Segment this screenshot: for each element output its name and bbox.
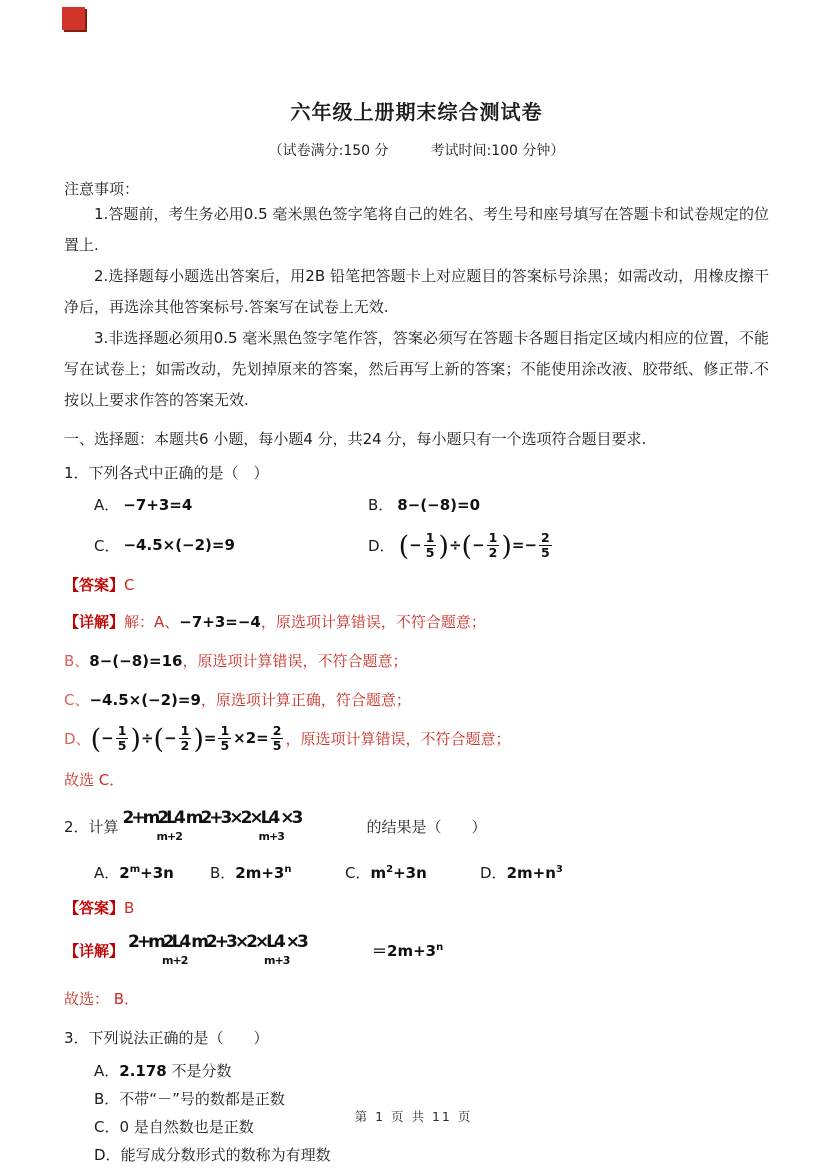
option-a-label: A．	[94, 496, 120, 514]
paren-open: (	[461, 530, 473, 562]
detail-tag: 【详解】	[64, 942, 125, 960]
option-c: C．0 是自然数也是正数	[94, 1117, 254, 1136]
answer-tag: 【答案】	[64, 898, 125, 917]
answer-line-1	[64, 574, 769, 595]
fraction: $\frac{1}{2}$	[180, 722, 190, 753]
detail-c-math: −4.5×(−2)=9	[89, 690, 201, 709]
question-1-stem: 1．下列各式中正确的是（ ）	[64, 464, 269, 482]
option-d	[368, 531, 769, 560]
option-a: A．2.178 不是分数	[94, 1061, 232, 1080]
option-b-label: B．	[368, 496, 394, 514]
option-c-label: C．	[94, 536, 120, 555]
paren-close: )	[438, 530, 449, 562]
fraction: $\frac{1}{5}$	[117, 722, 127, 753]
paren-open: (	[398, 530, 410, 562]
answer-value: C	[124, 575, 135, 594]
detail-d-math: (− $\frac{1}{5}$ )÷(− $\frac{1}{2}$ )= $\frac{1}{5}$ ×2= $\frac{2}{5}$	[90, 722, 282, 755]
paren-open: (	[90, 723, 102, 755]
notice-section	[64, 178, 769, 416]
fraction: $\frac{1}{2}$	[488, 530, 498, 560]
option-c-math: −4.5×(−2)=9	[123, 536, 235, 555]
option-b-math: 8−(−8)=0	[397, 495, 481, 514]
fraction: $\frac{1}{5}$	[425, 530, 435, 560]
option-d-label: D．	[368, 536, 395, 555]
detail-b-math: 8−(−8)=16	[89, 651, 183, 670]
exam-meta: （试卷满分:150 分 考试时间:100 分钟）	[268, 143, 565, 159]
detail-c-text: ，原选项计算正确，符合题意；	[200, 690, 411, 709]
option-d: D．能写成分数形式的数称为有理数	[94, 1145, 331, 1164]
fraction: $\frac{2}{5}$	[272, 722, 282, 753]
detail-d-text: ，原选项计算错误，不符合题意；	[285, 729, 511, 748]
question-1	[64, 460, 769, 790]
option-d-math: (− $\frac{1}{5}$ )÷(− $\frac{1}{2}$ )=− $\frac{2}{5}$	[398, 530, 550, 562]
question-3-stem: 3．下列说法正确的是（ ）	[64, 1028, 269, 1047]
garbled-formula: 2+m2L4 m2+3×2×L4 ×3 m+2 m+3	[122, 807, 301, 843]
detail-b-text: ，原选项计算错误，不符合题意；	[182, 651, 408, 670]
option-c: C．$m^2+3n$	[345, 863, 427, 882]
detail-line-b	[64, 649, 769, 673]
page-footer: 第 1 页 共 11 页	[354, 1109, 473, 1124]
detail-a-math: −7+3=−4	[179, 612, 261, 631]
option-b: B．不带“－”号的数都是正数	[94, 1089, 285, 1108]
notice-item-2: 2.选择题每小题选出答案后，用2B 铅笔把答题卡上对应题目的答案标号涂黑；如需改动，用橡皮擦干净后，再选涂其他答案标号.答案写在试卷上无效.	[64, 267, 769, 316]
detail-tag: 【详解】	[64, 612, 125, 631]
fraction: $\frac{1}{5}$	[220, 722, 230, 753]
detail-a-text: ，原选项计算错误，不符合题意；	[260, 612, 486, 631]
option-a-math: −7+3=4	[123, 495, 193, 514]
notice-item-1: 1.答题前，考生务必用0.5 毫米黑色签字笔将自己的姓名、考生号和座号填写在答题卡和试卷规定的位置上.	[64, 205, 769, 254]
section-heading: 一、选择题：本题共6 小题，每小题4 分，共24 分，每小题只有一个选项符合题目要求.	[64, 430, 647, 448]
notice-item-3: 3.非选择题必须用0.5 毫米黑色签字笔作答，答案必须写在答题卡各题目指定区域内相应的位置，不能写在试卷上；如需改动，先划掉原来的答案，然后再写上新的答案；不能使用涂改液、胶带纸、修正带.不按以上要求作答的答案无效.	[64, 329, 769, 409]
paren-close: )	[130, 723, 141, 755]
detail-b-pre: B、	[64, 651, 90, 670]
option-c	[94, 535, 368, 556]
question-2-stem	[64, 806, 769, 848]
garbled-formula: 2+m2L4 m2+3×2×L4 ×3 m+2 m+3	[128, 931, 306, 967]
conclusion-1: 故选 C．	[64, 770, 125, 789]
question-1-options	[94, 494, 769, 560]
detail-a-pre: 解：A、	[124, 612, 180, 631]
question-2-stem-post: 的结果是（ ）	[366, 818, 487, 836]
answer-line-2	[64, 897, 769, 918]
detail-d-pre: D、	[64, 729, 91, 748]
option-d: D．$2m+n^3$	[480, 863, 563, 882]
page-title: 六年级上册期末综合测试卷	[290, 100, 543, 124]
paren-close: )	[501, 530, 512, 562]
detail-line-d	[64, 724, 769, 753]
fraction: $\frac{2}{5}$	[541, 530, 550, 560]
detail-2-result: $=2m+3^n$	[372, 942, 444, 960]
notice-heading: 注意事项：	[64, 180, 140, 198]
option-b	[368, 494, 769, 515]
question-2-options	[94, 862, 769, 883]
paren-open: (	[153, 723, 165, 755]
detail-c-pre: C、	[64, 690, 90, 709]
answer-tag: 【答案】	[64, 575, 125, 594]
paren-close: )	[193, 723, 204, 755]
option-a	[94, 494, 368, 515]
detail-line-a	[64, 610, 769, 634]
question-2	[64, 806, 769, 1009]
question-3	[64, 1025, 769, 1169]
option-a: A．$2^m+3n$	[94, 863, 174, 882]
detail-line-2	[64, 930, 769, 972]
answer-value: B	[124, 898, 135, 917]
red-square-stamp-icon	[62, 7, 85, 30]
option-b: B．$2m+3^n$	[210, 863, 292, 882]
detail-line-c	[64, 688, 769, 712]
conclusion-2: 故选： B．	[64, 989, 140, 1008]
question-2-stem-pre: 2．计算	[64, 818, 119, 836]
